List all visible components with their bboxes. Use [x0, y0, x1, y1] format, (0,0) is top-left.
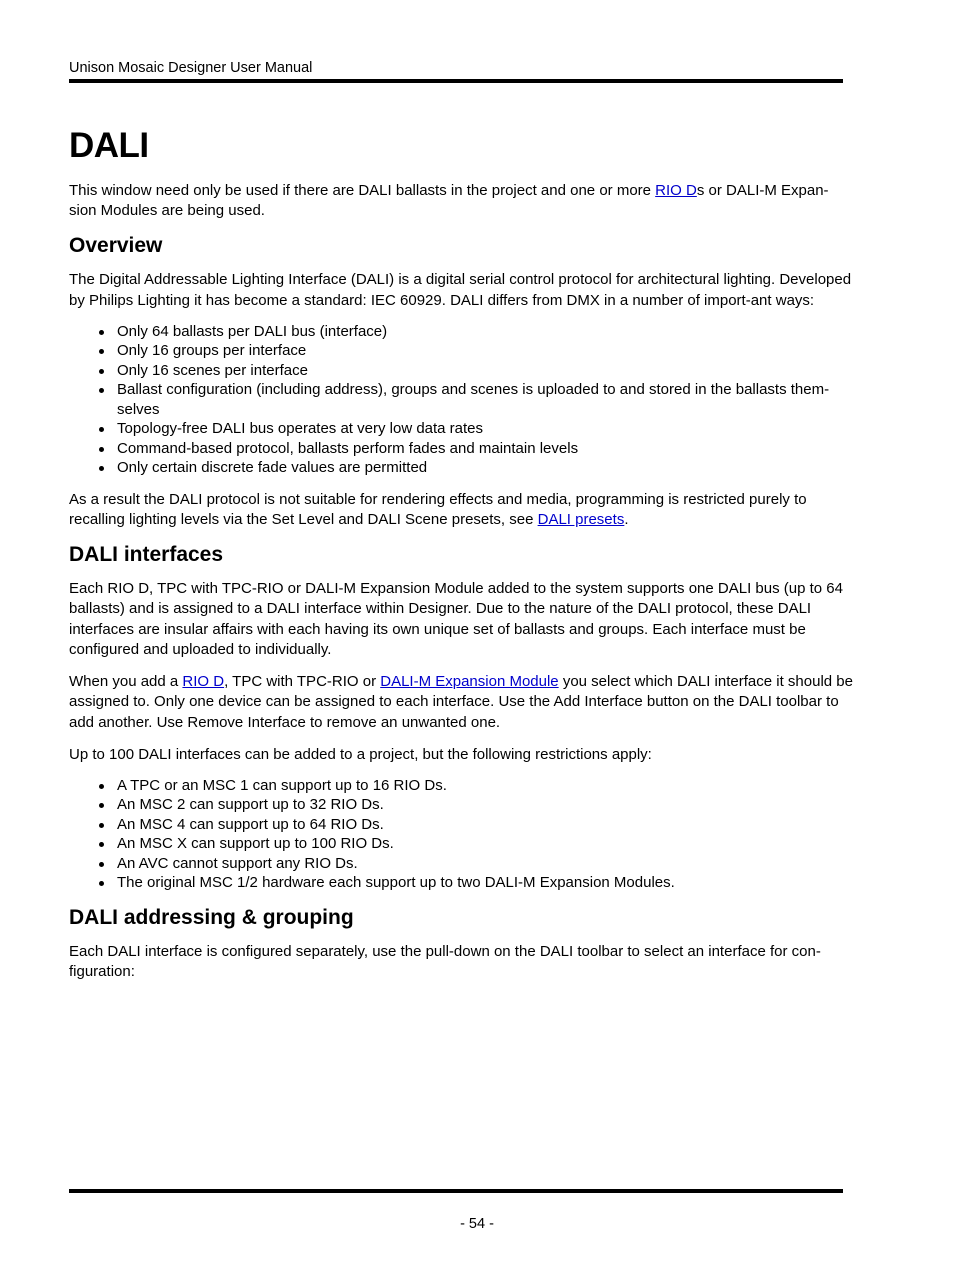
- result-text: As a result the DALI protocol is not suitable for rendering effects and media, programming is restricted purely to recalling lighting levels via the Set Level and DALI Scene presets, see: [69, 490, 807, 529]
- interfaces-paragraph-2: [69, 672, 855, 733]
- list-item: The original MSC 1/2 hardware each support up to two DALI-M Expansion Modules.: [117, 873, 855, 893]
- list-item: An MSC 2 can support up to 32 RIO Ds.: [117, 795, 855, 815]
- list-item: Only certain discrete fade values are permitted: [117, 458, 855, 478]
- intro-text: This window need only be used if there are DALI ballasts in the project and one or more: [69, 182, 656, 199]
- addressing-heading: DALI addressing & grouping: [69, 905, 354, 929]
- restrictions-list: [69, 776, 855, 893]
- interfaces-text-b: , TPC with TPC-RIO or: [224, 673, 381, 691]
- page-title: DALI: [69, 126, 149, 165]
- addressing-paragraph: Each DALI interface is configured separately, use the pull-down on the DALI toolbar to select an interface for con-figuration:: [69, 942, 821, 981]
- list-item: Only 64 ballasts per DALI bus (interface): [117, 322, 855, 342]
- result-text-end: .: [624, 511, 629, 529]
- list-item: Only 16 scenes per interface: [117, 361, 855, 381]
- intro-paragraph: [69, 181, 855, 222]
- list-item: An MSC 4 can support up to 64 RIO Ds.: [117, 815, 855, 835]
- list-item: An MSC X can support up to 100 RIO Ds.: [117, 834, 855, 854]
- rio-d-link-2[interactable]: RIO D: [182, 673, 225, 691]
- interfaces-paragraph-3: Up to 100 DALI interfaces can be added to a project, but the following restrictions apply:: [69, 745, 652, 763]
- footer-rule: [69, 1189, 843, 1193]
- interfaces-paragraph-1: Each RIO D, TPC with TPC-RIO or DALI-M Expansion Module added to the system supports one DALI bus (up to 64 ballasts) and is assigned to a DALI interface within Designer. Due to the nature of the DALI protocol, these DALI interfaces are insular affairs with each having its own unique set of ballasts and groups. Each interface must be configured and uploaded to individually.: [69, 579, 843, 659]
- dali-presets-link[interactable]: DALI presets: [537, 511, 625, 529]
- interfaces-text-c: you select which DALI interface it should be assigned to. Only one device can be assigned to each interface. Use the Add Interface button on the DALI toolbar to add another. Use Remove Interface to remove an unwanted one.: [69, 673, 853, 731]
- list-item: Topology-free DALI bus operates at very low data rates: [117, 419, 855, 439]
- overview-paragraph: The Digital Addressable Lighting Interface (DALI) is a digital serial control protocol for architectural lighting. Developed by Philips Lighting it has become a standard: IEC 60929. DALI differs from DMX in a number of import-ant ways:: [69, 271, 852, 309]
- interfaces-text-a: When you add a: [69, 673, 183, 691]
- result-paragraph: [69, 490, 855, 531]
- list-item: Ballast configuration (including address), groups and scenes is uploaded to and stored in the ballasts them-selves: [117, 380, 855, 419]
- list-item: An AVC cannot support any RIO Ds.: [117, 854, 855, 874]
- rio-d-link[interactable]: RIO D: [655, 182, 697, 199]
- running-header: Unison Mosaic Designer User Manual: [69, 60, 313, 76]
- interfaces-heading: DALI interfaces: [69, 542, 224, 566]
- list-item: Only 16 groups per interface: [117, 341, 855, 361]
- page-content: [69, 125, 855, 994]
- dali-m-expansion-module-link[interactable]: DALI-M Expansion Module: [380, 673, 559, 691]
- page-number: - 54 -: [460, 1216, 494, 1232]
- overview-heading: Overview: [69, 234, 163, 258]
- list-item: A TPC or an MSC 1 can support up to 16 RIO Ds.: [117, 776, 855, 796]
- header-rule: [69, 79, 843, 83]
- list-item: Command-based protocol, ballasts perform fades and maintain levels: [117, 439, 855, 459]
- overview-list: [69, 322, 855, 478]
- intro-text-end: s or DALI-M Expan-sion Modules are being used.: [69, 182, 829, 220]
